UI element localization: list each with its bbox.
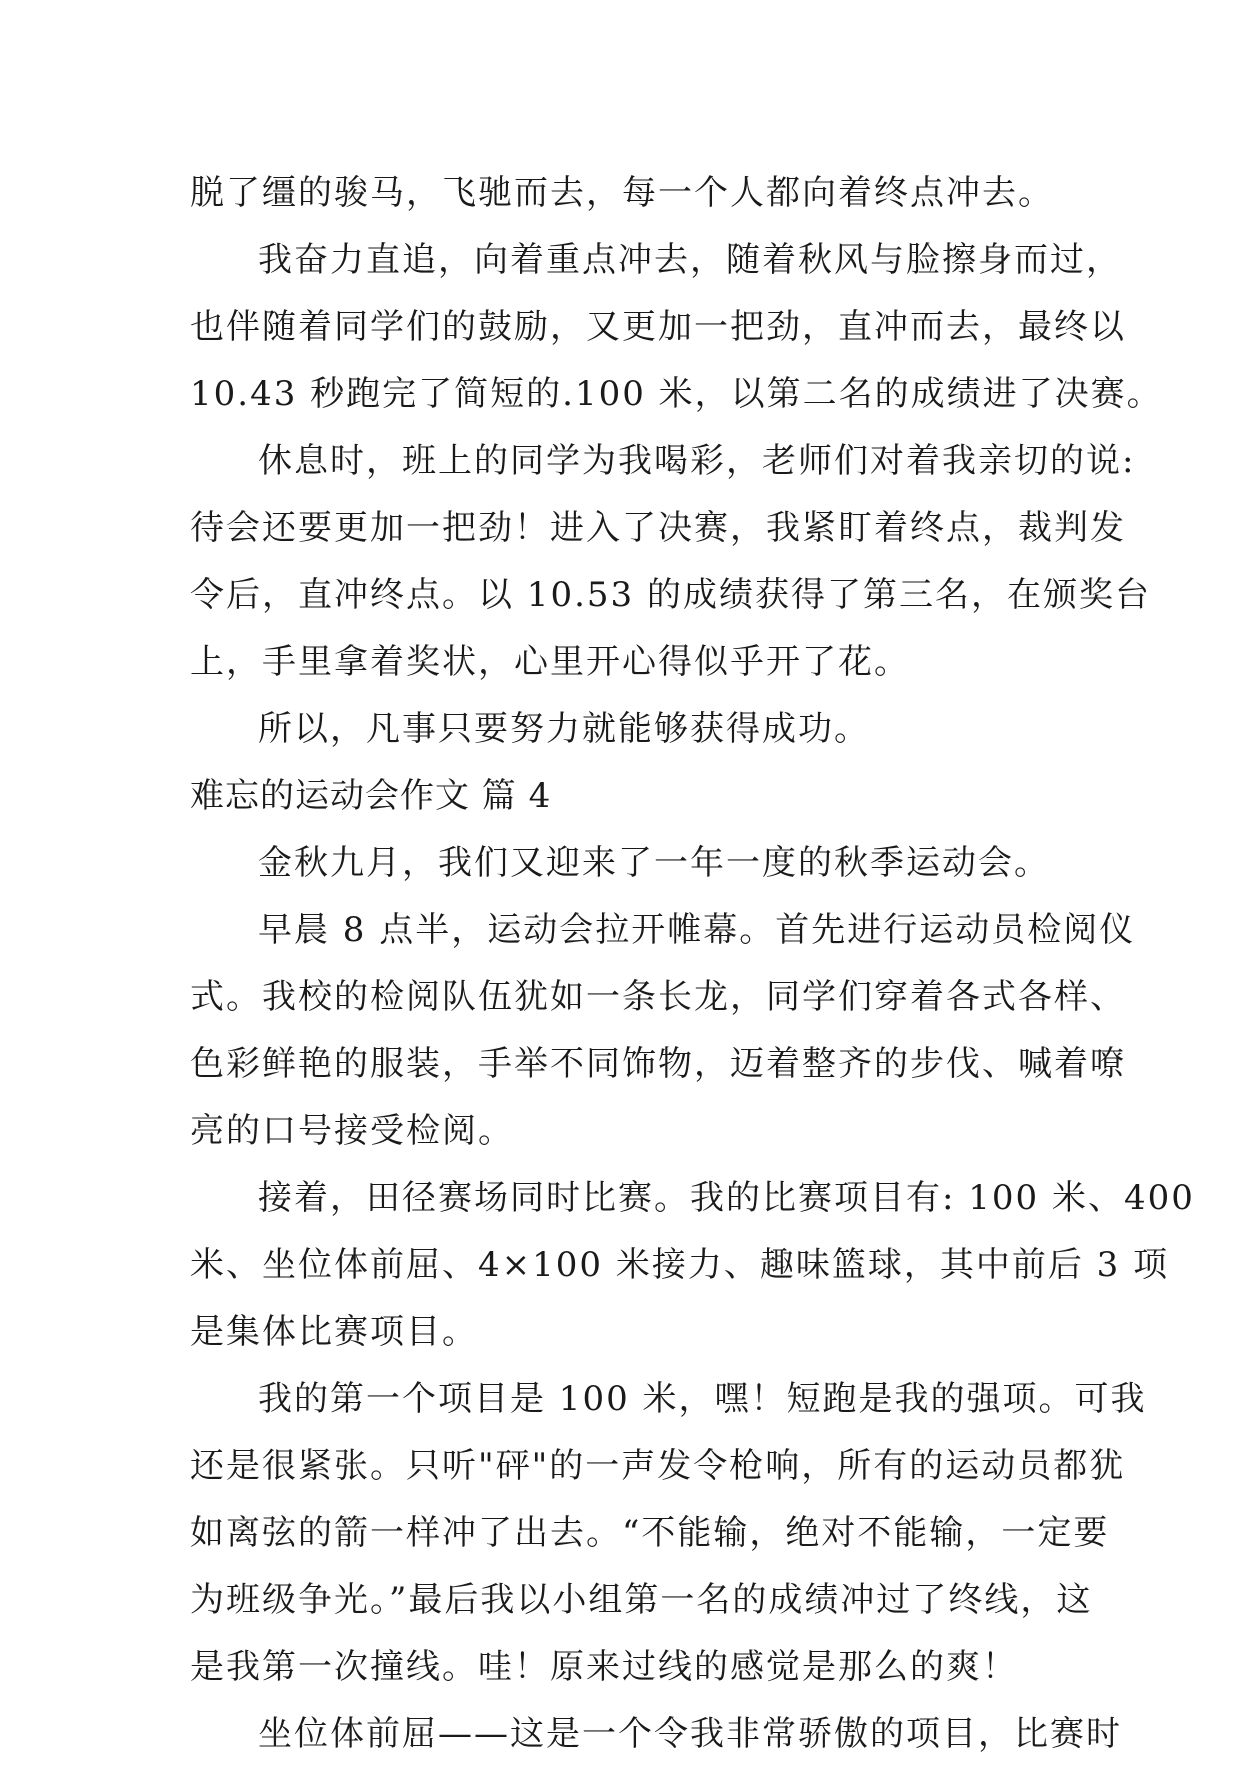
document-page xyxy=(190,160,1195,1768)
text-line: 10.43 秒跑完了简短的.100 米，以第二名的成绩进了决赛。 xyxy=(190,374,1163,414)
text-line: 如离弦的箭一样冲了出去。“不能输，绝对不能输，一定要 xyxy=(190,1513,1110,1553)
section-heading: 难忘的运动会作文 篇 4 xyxy=(190,776,552,816)
paragraph-start-line: 所以，凡事只要努力就能够获得成功。 xyxy=(258,709,870,749)
paragraph-start-line: 金秋九月，我们又迎来了一年一度的秋季运动会。 xyxy=(258,843,1050,883)
paragraph-start-line: 坐位体前屈——这是一个令我非常骄傲的项目，比赛时 xyxy=(258,1714,1122,1754)
text-line: 米、坐位体前屈、4×100 米接力、趣味篮球，其中前后 3 项 xyxy=(190,1245,1170,1285)
text-line: 也伴随着同学们的鼓励，又更加一把劲，直冲而去，最终以 xyxy=(190,307,1126,347)
text-line: 待会还要更加一把劲！进入了决赛，我紧盯着终点，裁判发 xyxy=(190,508,1126,548)
text-line: 亮的口号接受检阅。 xyxy=(190,1111,514,1151)
text-line: 脱了缰的骏马，飞驰而去，每一个人都向着终点冲去。 xyxy=(190,173,1054,213)
text-line: 上，手里拿着奖状，心里开心得似乎开了花。 xyxy=(190,642,910,682)
text-line: 是我第一次撞线。哇！原来过线的感觉是那么的爽！ xyxy=(190,1647,1018,1687)
paragraph-start-line: 早晨 8 点半，运动会拉开帷幕。首先进行运动员检阅仪 xyxy=(258,910,1136,950)
paragraph-start-line: 休息时，班上的同学为我喝彩，老师们对着我亲切的说: xyxy=(258,441,1136,481)
text-line: 令后，直冲终点。以 10.53 的成绩获得了第三名，在颁奖台 xyxy=(190,575,1151,615)
text-line: 为班级争光。”最后我以小组第一名的成绩冲过了终线，这 xyxy=(190,1580,1093,1620)
paragraph-start-line: 我奋力直追，向着重点冲去，随着秋风与脸擦身而过， xyxy=(258,240,1122,280)
paragraph-start-line: 接着，田径赛场同时比赛。我的比赛项目有: 100 米、400 xyxy=(258,1178,1195,1218)
text-line: 式。我校的检阅队伍犹如一条长龙，同学们穿着各式各样、 xyxy=(190,977,1126,1017)
text-line: 还是很紧张。只听"砰"的一声发令枪响，所有的运动员都犹 xyxy=(190,1446,1126,1486)
paragraph-start-line: 我的第一个项目是 100 米，嘿！短跑是我的强项。可我 xyxy=(258,1379,1147,1419)
text-line: 色彩鲜艳的服装，手举不同饰物，迈着整齐的步伐、喊着嘹 xyxy=(190,1044,1126,1084)
text-line: 是集体比赛项目。 xyxy=(190,1312,478,1352)
